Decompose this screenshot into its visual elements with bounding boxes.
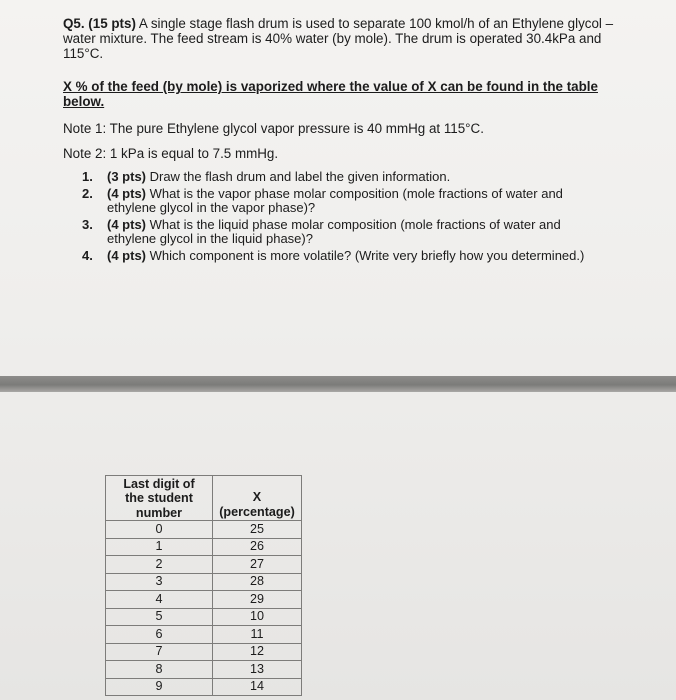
page-fold-shadow — [0, 376, 676, 392]
x-cell: 13 — [213, 661, 302, 679]
x-cell: 26 — [213, 538, 302, 556]
table-header-row — [106, 476, 302, 521]
header-x-percentage — [213, 476, 302, 521]
table-row — [106, 661, 302, 679]
list-item — [82, 187, 602, 216]
digit-cell: 4 — [106, 591, 213, 609]
question-parts-list — [82, 170, 602, 265]
x-cell: 10 — [213, 608, 302, 626]
digit-cell: 8 — [106, 661, 213, 679]
table-row — [106, 643, 302, 661]
digit-cell: 2 — [106, 556, 213, 574]
digit-cell: 5 — [106, 608, 213, 626]
part-points: (4 pts) — [107, 185, 146, 201]
digit-cell: 0 — [106, 521, 213, 539]
header-line: X — [252, 490, 262, 504]
digit-cell: 9 — [106, 678, 213, 696]
table-row — [106, 626, 302, 644]
x-value-table — [105, 475, 302, 696]
list-item — [82, 249, 602, 264]
table-row — [106, 556, 302, 574]
digit-cell: 3 — [106, 573, 213, 591]
table-row — [106, 608, 302, 626]
table-row — [106, 591, 302, 609]
x-statement: X % of the feed (by mole) is vaporized where the value of X can be found in the table below. — [63, 79, 598, 109]
table-row — [106, 538, 302, 556]
x-cell: 28 — [213, 573, 302, 591]
x-cell: 14 — [213, 678, 302, 696]
x-cell: 11 — [213, 626, 302, 644]
part-points: (4 pts) — [107, 247, 146, 263]
question-statement — [63, 16, 623, 61]
note-2: Note 2: 1 kPa is equal to 7.5 mmHg. — [63, 146, 279, 161]
note-1: Note 1: The pure Ethylene glycol vapor pressure is 40 mmHg at 115°C. — [63, 121, 484, 136]
table-row — [106, 678, 302, 696]
part-number: 3. — [82, 216, 93, 232]
x-cell: 25 — [213, 521, 302, 539]
list-item — [82, 170, 602, 185]
digit-cell: 6 — [106, 626, 213, 644]
header-line: (percentage) — [219, 505, 295, 519]
question-text: A single stage flash drum is used to separate 100 kmol/h of an Ethylene glycol – water mixture. The feed stream is 40% water (by mole). The drum is operated 30.4kPa and 115°C. — [63, 16, 614, 61]
digit-cell: 7 — [106, 643, 213, 661]
list-item — [82, 218, 602, 247]
part-points: (4 pts) — [107, 216, 146, 232]
header-line: the student — [125, 491, 193, 505]
header-line: Last digit of — [123, 476, 195, 491]
part-text: What is the vapor phase molar composition (mole fractions of water and ethylene glycol in the vapor phase)? — [107, 185, 563, 215]
x-cell: 27 — [213, 556, 302, 574]
part-number: 4. — [82, 247, 93, 263]
digit-cell: 1 — [106, 538, 213, 556]
part-text: What is the liquid phase molar composition (mole fractions of water and ethylene glycol in the liquid phase)? — [107, 216, 561, 246]
header-last-digit — [106, 476, 213, 521]
x-cell: 12 — [213, 643, 302, 661]
part-number: 1. — [82, 169, 93, 184]
part-number: 2. — [82, 185, 93, 201]
header-line: number — [135, 505, 183, 520]
part-text: Draw the flash drum and label the given information. — [146, 169, 451, 184]
table-row — [106, 521, 302, 539]
part-text: Which component is more volatile? (Write very briefly how you determined.) — [146, 247, 585, 263]
part-points: (3 pts) — [107, 169, 146, 184]
table-row — [106, 573, 302, 591]
x-cell: 29 — [213, 591, 302, 609]
question-label: Q5. (15 pts) — [63, 16, 136, 31]
